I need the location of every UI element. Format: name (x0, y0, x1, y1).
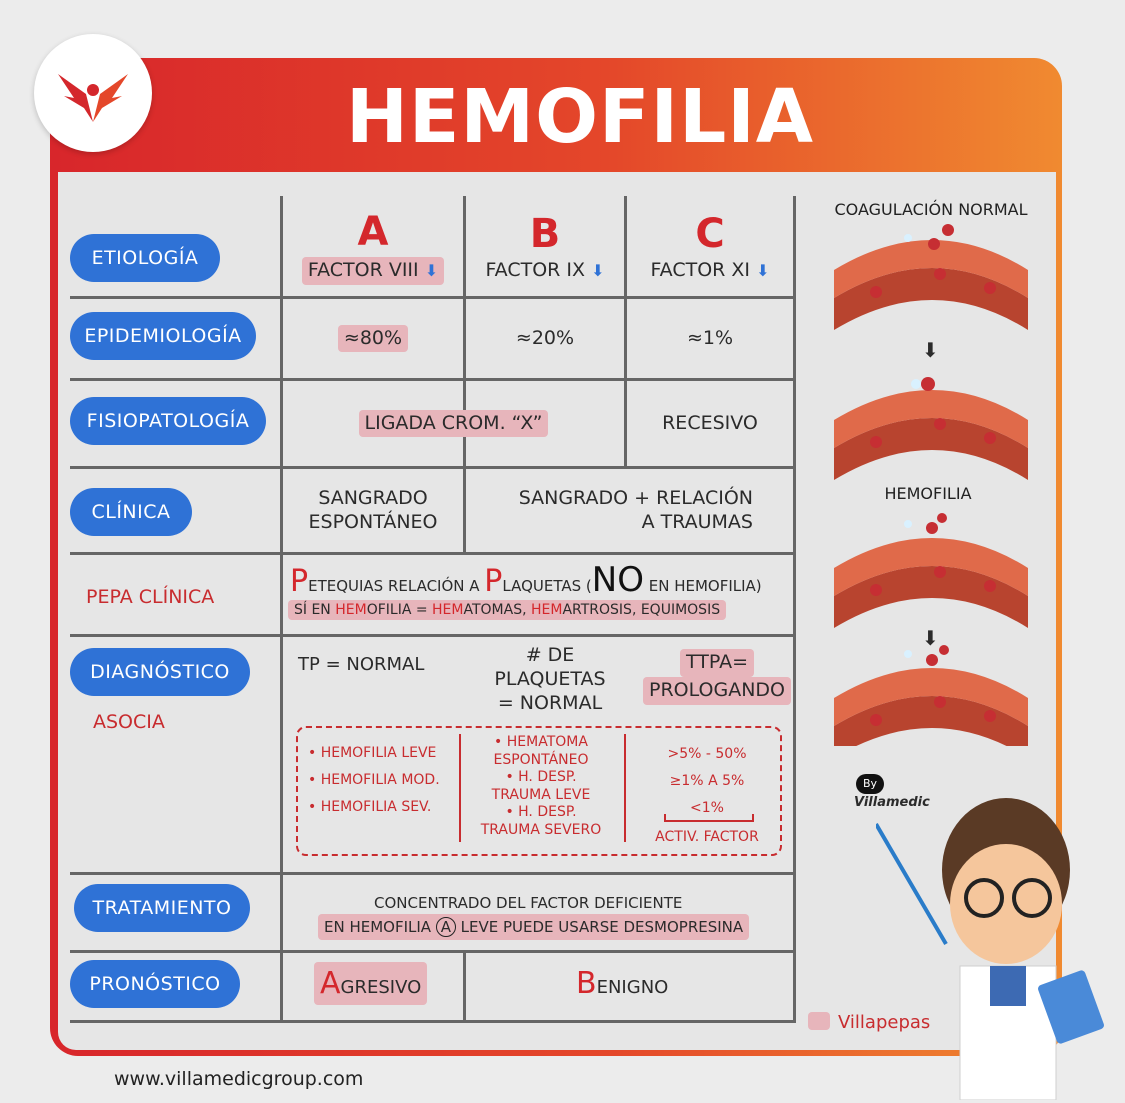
clinica-a: SANGRADO ESPONTÁNEO (308, 486, 438, 533)
fisio-c: RECESIVO (662, 411, 758, 434)
divider (793, 196, 796, 1022)
column-c-header (627, 196, 793, 296)
column-letter: C (695, 211, 725, 258)
divider (624, 734, 626, 842)
divider (70, 634, 796, 637)
website-link[interactable]: www.villamedicgroup.com (114, 1068, 364, 1090)
row-label-epidemiologia: EPIDEMIOLOGÍA (70, 312, 256, 360)
factor-label: FACTOR IX ⬇ (485, 259, 605, 282)
epi-a: ≈80% (283, 299, 463, 378)
activity-list: >5% - 50% ≥1% A 5% <1% (667, 746, 747, 816)
divider (459, 734, 461, 842)
severity-list: • HEMOFILIA LEVE • HEMOFILIA MOD. • HEMOFILIA SEV. (308, 745, 440, 815)
legend-label: Villapepas (838, 1012, 931, 1033)
vessel-illustration (828, 218, 1038, 518)
prognosis-a: AGRESIVO (314, 962, 427, 1005)
pepa-clinica-text: PETEQUIAS RELACIÓN A PLAQUETAS (NO EN HEMOFILIA) (290, 560, 762, 600)
factor-label: FACTOR VIII ⬇ (302, 257, 444, 285)
column-a-header (283, 196, 463, 296)
row-label-etiologia: ETIOLOGÍA (70, 234, 220, 282)
treatment-line-2: EN HEMOFILIA A LEVE PUEDE USARSE DESMOPRESINA (318, 914, 749, 940)
divider (70, 950, 796, 953)
brand-name: Villamedic (854, 795, 930, 810)
row-label-pepa: PEPA CLÍNICA (86, 586, 215, 608)
column-b-header (466, 196, 624, 296)
treatment-line-1: CONCENTRADO DEL FACTOR DEFICIENTE (374, 894, 683, 912)
doctor-illustration (876, 780, 1116, 1100)
normal-coagulation-label: COAGULACIÓN NORMAL (834, 200, 1028, 219)
row-label-fisiopatologia: FISIOPATOLOGÍA (70, 397, 266, 445)
prognosis-b: BENIGNO (576, 966, 669, 1001)
legend-swatch (808, 1012, 830, 1030)
down-arrow-icon: ⬇ (424, 261, 439, 281)
hemophilia-label: HEMOFILIA (884, 484, 972, 503)
page-title: HEMOFILIA (345, 74, 815, 160)
down-arrow-icon: ⬇ (922, 626, 939, 650)
row-label-diagnostico: DIAGNÓSTICO (70, 648, 250, 696)
down-arrow-icon: ⬇ (922, 338, 939, 362)
asocia-label: ASOCIA (93, 711, 165, 733)
pepa-clinica-note: SÍ EN HEMOFILIA = HEMATOMAS, HEMARTROSIS, EQUIMOSIS (288, 600, 726, 620)
epi-c: ≈1% (686, 326, 734, 349)
clinica-bc: SANGRADO + RELACIÓN A TRAUMAS (518, 486, 753, 533)
divider (70, 872, 796, 875)
down-arrow-icon: ⬇ (756, 261, 770, 281)
clinical-list: • HEMATOMA ESPONTÁNEO • H. DESP. TRAUMA LEVE • H. DESP. TRAUMA SEVERO (480, 734, 602, 838)
column-letter: B (529, 211, 561, 258)
epi-b: ≈20% (515, 326, 575, 349)
ttpa-prolongado: TTPA= PROLOGANDO (644, 654, 790, 700)
divider (463, 950, 466, 1022)
bracket-icon (664, 814, 754, 822)
by-badge: By (856, 774, 884, 794)
plaquetas-normal: # DE PLAQUETAS = NORMAL (494, 644, 606, 714)
factor-label: FACTOR XI ⬇ (650, 259, 770, 282)
row-label-tratamiento: TRATAMIENTO (74, 884, 250, 932)
down-arrow-icon: ⬇ (591, 261, 605, 281)
row-label-clinica: CLÍNICA (70, 488, 192, 536)
row-label-pronostico: PRONÓSTICO (70, 960, 240, 1008)
divider (70, 1020, 796, 1023)
column-letter: A (357, 209, 389, 256)
tp-normal: TP = NORMAL (298, 654, 425, 675)
activity-label: ACTIV. FACTOR (655, 829, 759, 845)
phoenix-logo (34, 34, 152, 152)
fisio-ab: LIGADA CROM. “X” (283, 381, 624, 466)
divider (70, 552, 796, 555)
